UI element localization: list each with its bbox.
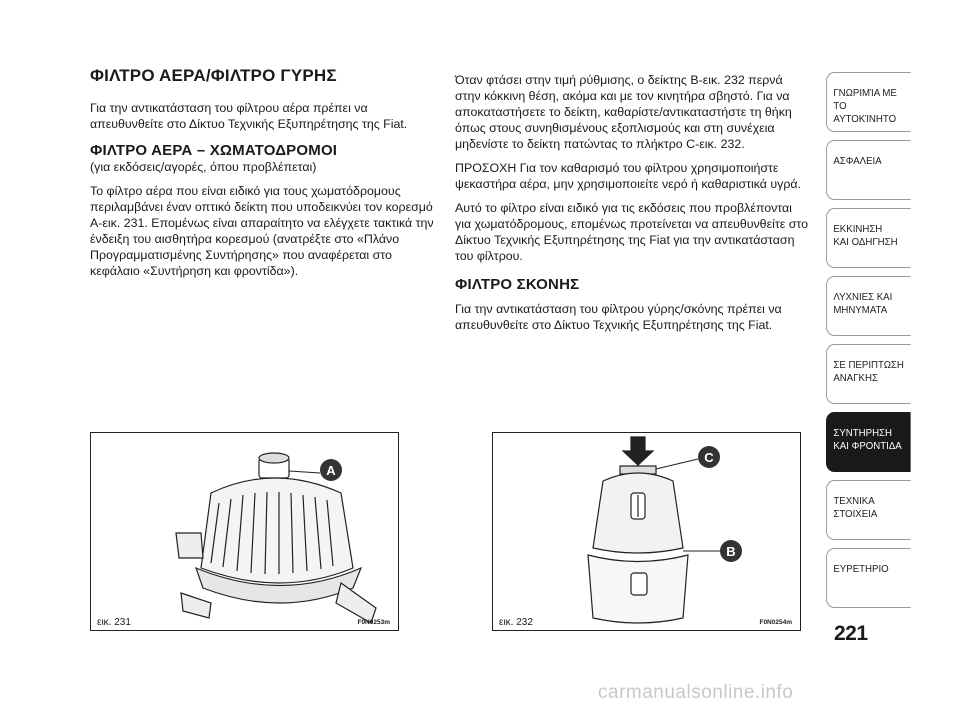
section-title-dirt-roads: ΦΙΛΤΡΟ ΑΕΡΑ – ΧΩΜΑΤΟΔΡΟΜΟΙ	[90, 142, 338, 159]
warning-paragraph: ΠΡΟΣΟΧΗ Για τον καθαρισμό του φίλτρου χρησιμοποιήστε ψεκαστήρα αέρα, μην χρησιμοποιείτε νερό ή καθαριστικά υγρά.	[455, 161, 802, 191]
callout-c-label: C	[704, 450, 714, 465]
figure-232-caption: εικ. 232	[499, 617, 533, 628]
tab-getting-to-know[interactable]: ΓΝΩΡΙΜΊΑ ΜΕ ΤΟ ΑΥΤΟΚΊΝΗΤΟ	[826, 72, 911, 132]
tab-technical-data[interactable]: ΤΕΧΝΙΚΑ ΣΤΟΙΧΕΙΑ	[826, 480, 911, 540]
tab-emergency[interactable]: ΣΕ ΠΕΡΙΠΤΩΣΗ ΑΝΑΓΚΗΣ	[826, 344, 911, 404]
intro-paragraph: Για την αντικατάσταση του φίλτρου αέρα πρέπει να απευθυνθείτε στο Δίκτυο Τεχνικής Εξυπηρέτησης της Fiat.	[90, 101, 408, 131]
tab-lights-messages[interactable]: ΛΥΧΝΙΕΣ ΚΑΙ ΜΗΝΥΜΑΤΑ	[826, 276, 911, 336]
figure-231	[90, 432, 399, 631]
dust-filter-title: ΦΙΛΤΡΟ ΣΚΟΝΗΣ	[455, 276, 580, 293]
figure-232	[492, 432, 801, 631]
saturation-indicator-drawing	[493, 433, 800, 630]
figure-232-code: F0N0254m	[759, 619, 792, 626]
callout-b-label: B	[726, 544, 736, 559]
left-column	[90, 66, 440, 287]
callout-a-label: A	[326, 463, 336, 478]
body-paragraph: Το φίλτρο αέρα που είναι ειδικό για τους χωματόδρομους περιλαμβάνει έναν οπτικό δείκτη που υποδεικνύει τον κορεσμό A-εικ. 231. Επομένως είναι απαραίτητο να ελέγχετε τακτικά την ένδειξη του αισθητήρα κορεσμού (ανατρέξτε στο «Πλάνο Προγραμματισμένης Συντήρησης» που αναφέρεται στο κεφάλαιο «Συντήρηση και φροντίδα»).	[90, 184, 434, 278]
right-column	[455, 72, 810, 341]
page-title: ΦΙΛΤΡΟ ΑΕΡΑ/ΦΙΛΤΡΟ ΓΥΡΗΣ	[90, 66, 337, 85]
service-paragraph: Αυτό το φίλτρο είναι ειδικό για τις εκδόσεις που προβλέπονται για χωματόδρομους, επομένως προτείνεται να απευθυνθείτε στο Δίκτυο Τεχνικής Εξυπηρέτησης της Fiat για την αντικατάσταση του φίλτρου.	[455, 201, 808, 263]
reset-indicator-paragraph: Όταν φτάσει στην τιμή ρύθμισης, ο δείκτης B-εικ. 232 περνά στην κόκκινη θέση, ακόμα και με τον κινητήρα σβηστό. Για να αποκαταστήσετε το δείκτη, καθαρίστε/αντικαταστήστε τη θήκη όπως στους συνηθισμένους εξοπλισμούς και στη συνέχεια μηδενίστε το δείκτη πατώντας το πλήκτρο C-εικ. 232.	[455, 73, 792, 151]
figure-231-code: F0N0253m	[357, 619, 390, 626]
tab-index[interactable]: ΕΥΡΕΤΗΡΙΟ	[826, 548, 911, 608]
dust-filter-paragraph: Για την αντικατάσταση του φίλτρου γύρης/σκόνης πρέπει να απευθυνθείτε στο Δίκτυο Τεχνικής Εξυπηρέτησης της Fiat.	[455, 302, 782, 332]
press-arrow-icon	[623, 437, 653, 465]
page-number: 221	[834, 622, 868, 645]
chapter-tabs	[826, 72, 918, 616]
tab-safety[interactable]: ΑΣΦΑΛΕΙΑ	[826, 140, 911, 200]
section-subtitle: (για εκδόσεις/αγορές, όπου προβλέπεται)	[90, 160, 317, 174]
tab-maintenance[interactable]: ΣΥΝΤΗΡΗΣΗ ΚΑΙ ΦΡΟΝΤΙΔΑ	[826, 412, 911, 472]
tab-starting-driving[interactable]: ΕΚΚΙΝΗΣΗ ΚΑΙ ΟΔΗΓΗΣΗ	[826, 208, 911, 268]
figure-231-caption: εικ. 231	[97, 617, 131, 628]
air-filter-drawing	[91, 433, 398, 630]
watermark: carmanualsonline.info	[598, 682, 794, 703]
